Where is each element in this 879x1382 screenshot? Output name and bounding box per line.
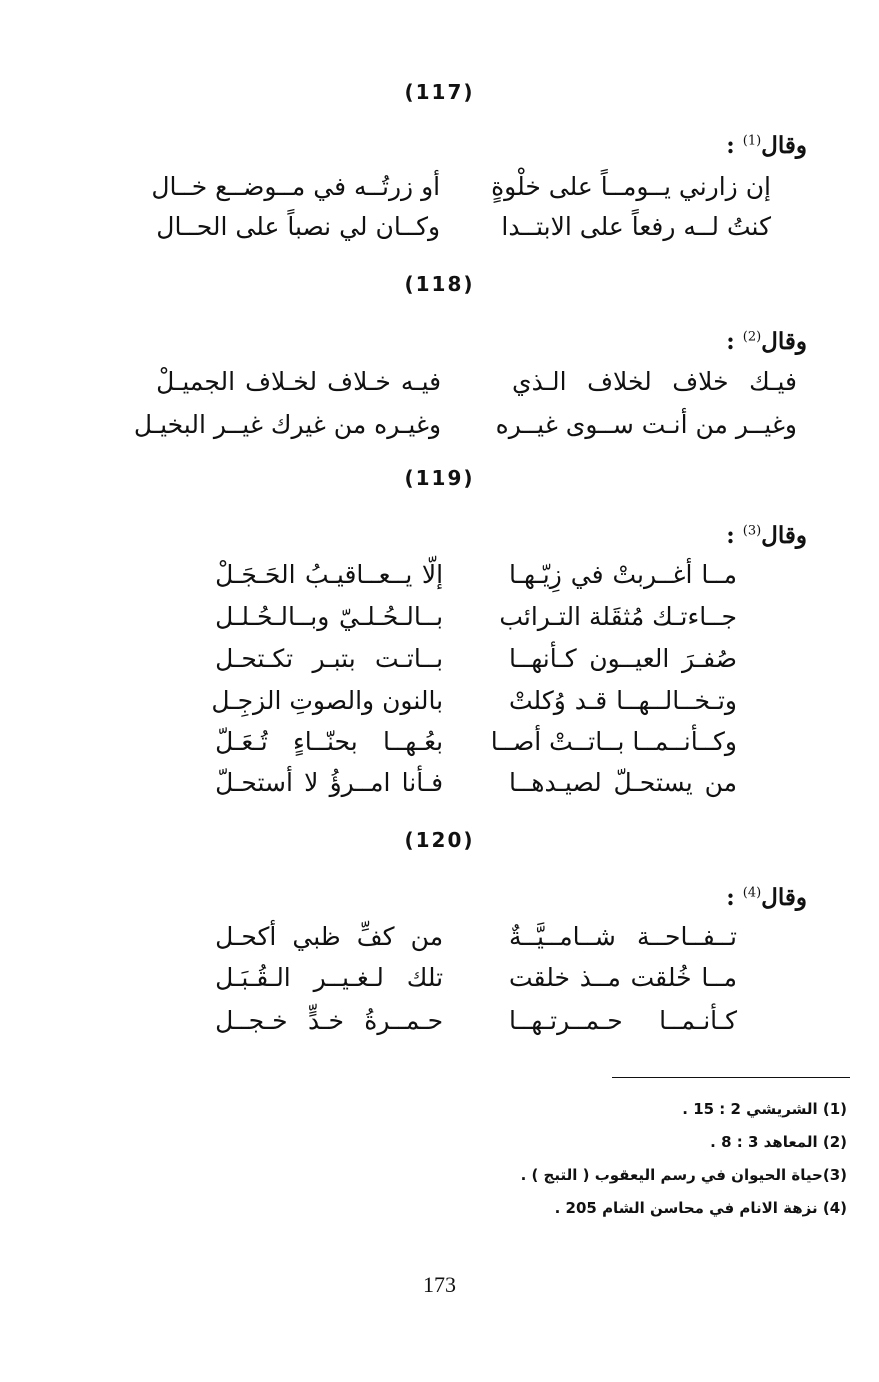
poem-number: (117) (404, 80, 475, 104)
verse-line (133, 410, 797, 439)
verse-line (215, 644, 737, 673)
first-hemistich: وتـخــالــهــا قـد وُكلتْ (509, 686, 737, 715)
second-hemistich: فيـه خـلاف لخـلاف الجميـلْ (156, 367, 442, 396)
verse-line (215, 922, 737, 951)
verse-line (211, 686, 737, 715)
first-hemistich: وكــأنــمــا بــاتــتْ أصــا (490, 727, 737, 756)
verse-line (151, 172, 771, 201)
footnote: (4) نزهة الانام في محاسن الشام 205 . (554, 1199, 847, 1217)
verse-line (215, 727, 737, 756)
footnote-ref: (1) (742, 133, 762, 149)
first-hemistich: مــا خُلقت مــذ خلقت (509, 963, 737, 992)
footnote-separator (612, 1077, 850, 1078)
footnote: (1) الشريشي 2 : 15 . (682, 1100, 847, 1118)
first-hemistich: فيـك خلاف لخلاف الـذي (512, 367, 797, 396)
poem-intro: وقال$^{(2)}$ : (726, 328, 807, 355)
poem-number: (120) (404, 828, 475, 852)
second-hemistich: بالنون والصوتِ الزجِـل (211, 686, 444, 715)
first-hemistich: جــاءتـك مُثقَلة التـرائب (499, 602, 737, 631)
first-hemistich: صُفـرَ العيــون كـأنهــا (509, 644, 737, 673)
verse-line (156, 367, 797, 396)
first-hemistich: كـأنـمــا حـمــرتـهــا (509, 1006, 737, 1035)
second-hemistich: فـأنا امــرؤُ لا أستحـلّ (215, 768, 444, 797)
second-hemistich: حـمــرةُ خـدٍّ خـجــل (215, 1006, 444, 1035)
page-number: 173 (423, 1272, 456, 1297)
footnote: (2) المعاهد 3 : 8 . (710, 1133, 847, 1151)
footnote-ref: (3) (742, 523, 762, 539)
footnote-ref: (4) (742, 885, 762, 901)
footnote: (3)حياة الحيوان في رسم اليعقوب ( التبج ) . (520, 1166, 847, 1184)
second-hemistich: بــاتـت بتبـر تكـتحـل (215, 644, 444, 673)
first-hemistich: من يستحـلّ لصيـدهــا (509, 768, 737, 797)
poem-intro: وقال$^{(1)}$ : (726, 132, 807, 159)
second-hemistich: من كفِّ ظبي أكحـل (215, 922, 444, 951)
poem-number: (118) (404, 272, 475, 296)
second-hemistich: إلّا يــعــاقيـبُ الحَـجَـلْ (215, 560, 444, 589)
poem-number: (119) (404, 466, 475, 490)
first-hemistich: تــفــاحــة شــامــيَّــةٌ (509, 922, 737, 951)
verse-line (215, 602, 737, 631)
footnote-ref: (2) (742, 329, 762, 345)
verse-line (215, 768, 737, 797)
first-hemistich: كنتُ لــه رفعاً على الابتــدا (501, 212, 771, 241)
verse-line (215, 1006, 737, 1035)
poem-intro: وقال$^{(4)}$ : (726, 884, 807, 911)
verse-line (156, 212, 771, 241)
second-hemistich: بعُـهــا بحنّــاءٍ تُـعَـلّ (215, 727, 444, 756)
verse-line (215, 560, 737, 589)
first-hemistich: إن زارني يــومــاً على خلْوةٍ (491, 172, 771, 201)
second-hemistich: بــالـحُـلـيّ وبــالـحُـلـل (215, 602, 444, 631)
second-hemistich: وغيـره من غيرك غيــر البخيـل (133, 410, 442, 439)
first-hemistich: مــا أغــربتْ في زِيّـهـا (509, 560, 737, 589)
second-hemistich: وكــان لي نصباً على الحــال (156, 212, 441, 241)
second-hemistich: أو زرتُــه في مــوضــع خــال (151, 172, 441, 201)
second-hemistich: تلك لـغـيــر الـقُـبَـل (215, 963, 444, 992)
first-hemistich: وغيــر من أنـت ســوى غيــره (495, 410, 797, 439)
verse-line (215, 963, 737, 992)
poem-intro: وقال$^{(3)}$ : (726, 522, 807, 549)
